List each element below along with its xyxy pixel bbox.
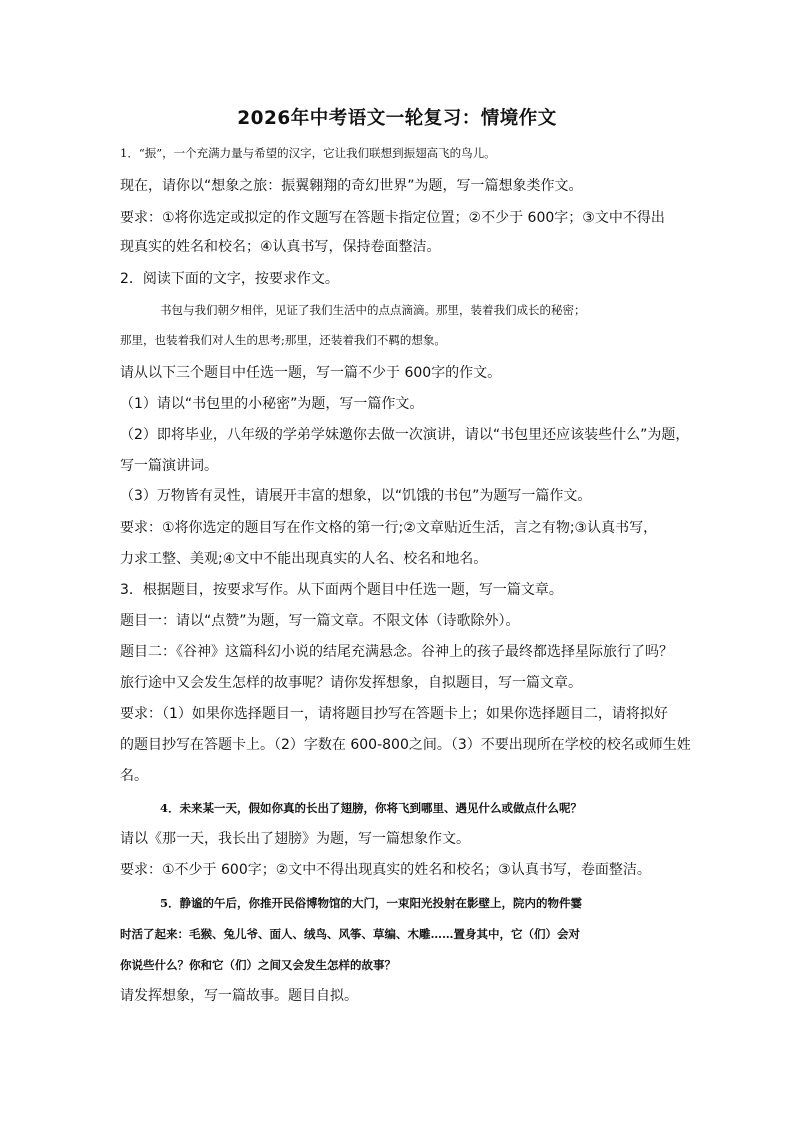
q3-topic-2-cont: 旅行途中又会发生怎样的故事呢？请你发挥想象，自拟题目，写一篇文章。: [120, 675, 582, 691]
q2-option-2: （2）即将毕业，八年级的学弟学妹邀你去做一次演讲，请以“书包里还应该装些什么”为题，: [120, 427, 690, 443]
q5-passage-line-1: 5．静谧的午后，你推开民俗博物馆的大门，一束阳光投射在影壁上，院内的物件霎: [160, 896, 582, 910]
q5-instruction: 请发挥想象，写一篇故事。题目自拟。: [120, 988, 358, 1004]
q1-instruction: 现在，请你以“想象之旅：振翼翱翔的奇幻世界”为题，写一篇想象类作文。: [120, 178, 583, 194]
q4-instruction: 请以《那一天，我长出了翅膀》为题，写一篇想象作文。: [120, 831, 470, 847]
q4-requirements: 要求：①不少于 600字；②文中不得出现真实的姓名和校名；③认真书写，卷面整洁。: [120, 862, 651, 878]
q2-requirements-cont: 力求工整、美观;④文中不能出现真实的人名、校名和地名。: [120, 551, 488, 567]
document-title: 2026年中考语文一轮复习：情境作文: [237, 108, 557, 129]
q2-option-1: （1）请以“书包里的小秘密”为题，写一篇作文。: [120, 396, 424, 412]
q5-passage-line-3: 你说些什么？你和它（们）之间又会发生怎样的故事？: [120, 958, 396, 972]
q1-requirements: 要求：①将你选定或拟定的作文题写在答题卡指定位置；②不少于 600字；③文中不得出: [120, 210, 665, 226]
q2-heading: 2．阅读下面的文字，按要求作文。: [120, 271, 339, 287]
q2-instruction: 请从以下三个题目中任选一题，写一篇不少于 600字的作文。: [120, 365, 502, 381]
q3-topic-1: 题目一：请以“点赞”为题，写一篇文章。不限文体（诗歌除外）。: [120, 613, 520, 629]
q2-option-2-cont: 写一篇演讲词。: [120, 458, 218, 474]
q2-option-3: （3）万物皆有灵性，请展开丰富的想象，以“饥饿的书包”为题写一篇作文。: [120, 488, 592, 504]
q3-requirements-end: 名。: [120, 768, 148, 784]
q2-passage-line-1: 书包与我们朝夕相伴，见证了我们生活中的点点滴滴。那里，装着我们成长的秘密；: [160, 303, 586, 317]
q2-passage-line-2: 那里，也装着我们对人生的思考;那里，还装着我们不羁的想象。: [120, 333, 446, 347]
q3-topic-2: 题目二：《谷神》这篇科幻小说的结尾充满悬念。谷神上的孩子最终都选择星际旅行了吗？: [120, 644, 673, 660]
q3-requirements: 要求：（1）如果你选择题目一，请将题目抄写在答题卡上；如果你选择题目二，请将拟好: [120, 706, 668, 722]
q3-requirements-cont: 的题目抄写在答题卡上。（2）字数在 600-800之间。（3）不要出现所在学校的校名或师生姓: [120, 737, 691, 753]
q4-prompt: 4．未来某一天，假如你真的长出了翅膀，你将飞到哪里、遇见什么或做点什么呢？: [160, 801, 582, 815]
q1-requirements-cont: 现真实的姓名和校名；④认真书写，保持卷面整洁。: [120, 239, 441, 255]
q1-prompt: 1．“振”，一个充满力量与希望的汉字，它让我们联想到振翅高飞的鸟儿。: [120, 146, 496, 160]
q2-requirements: 要求：①将你选定的题目写在作文格的第一行;②文章贴近生活，言之有物;③认真书写，: [120, 520, 658, 536]
q5-passage-line-2: 时活了起来：毛猴、兔儿爷、面人、绒鸟、风筝、草编、木雕……置身其中，它（们）会对: [120, 927, 580, 941]
q3-heading: 3．根据题目，按要求写作。从下面两个题目中任选一题，写一篇文章。: [120, 582, 563, 598]
